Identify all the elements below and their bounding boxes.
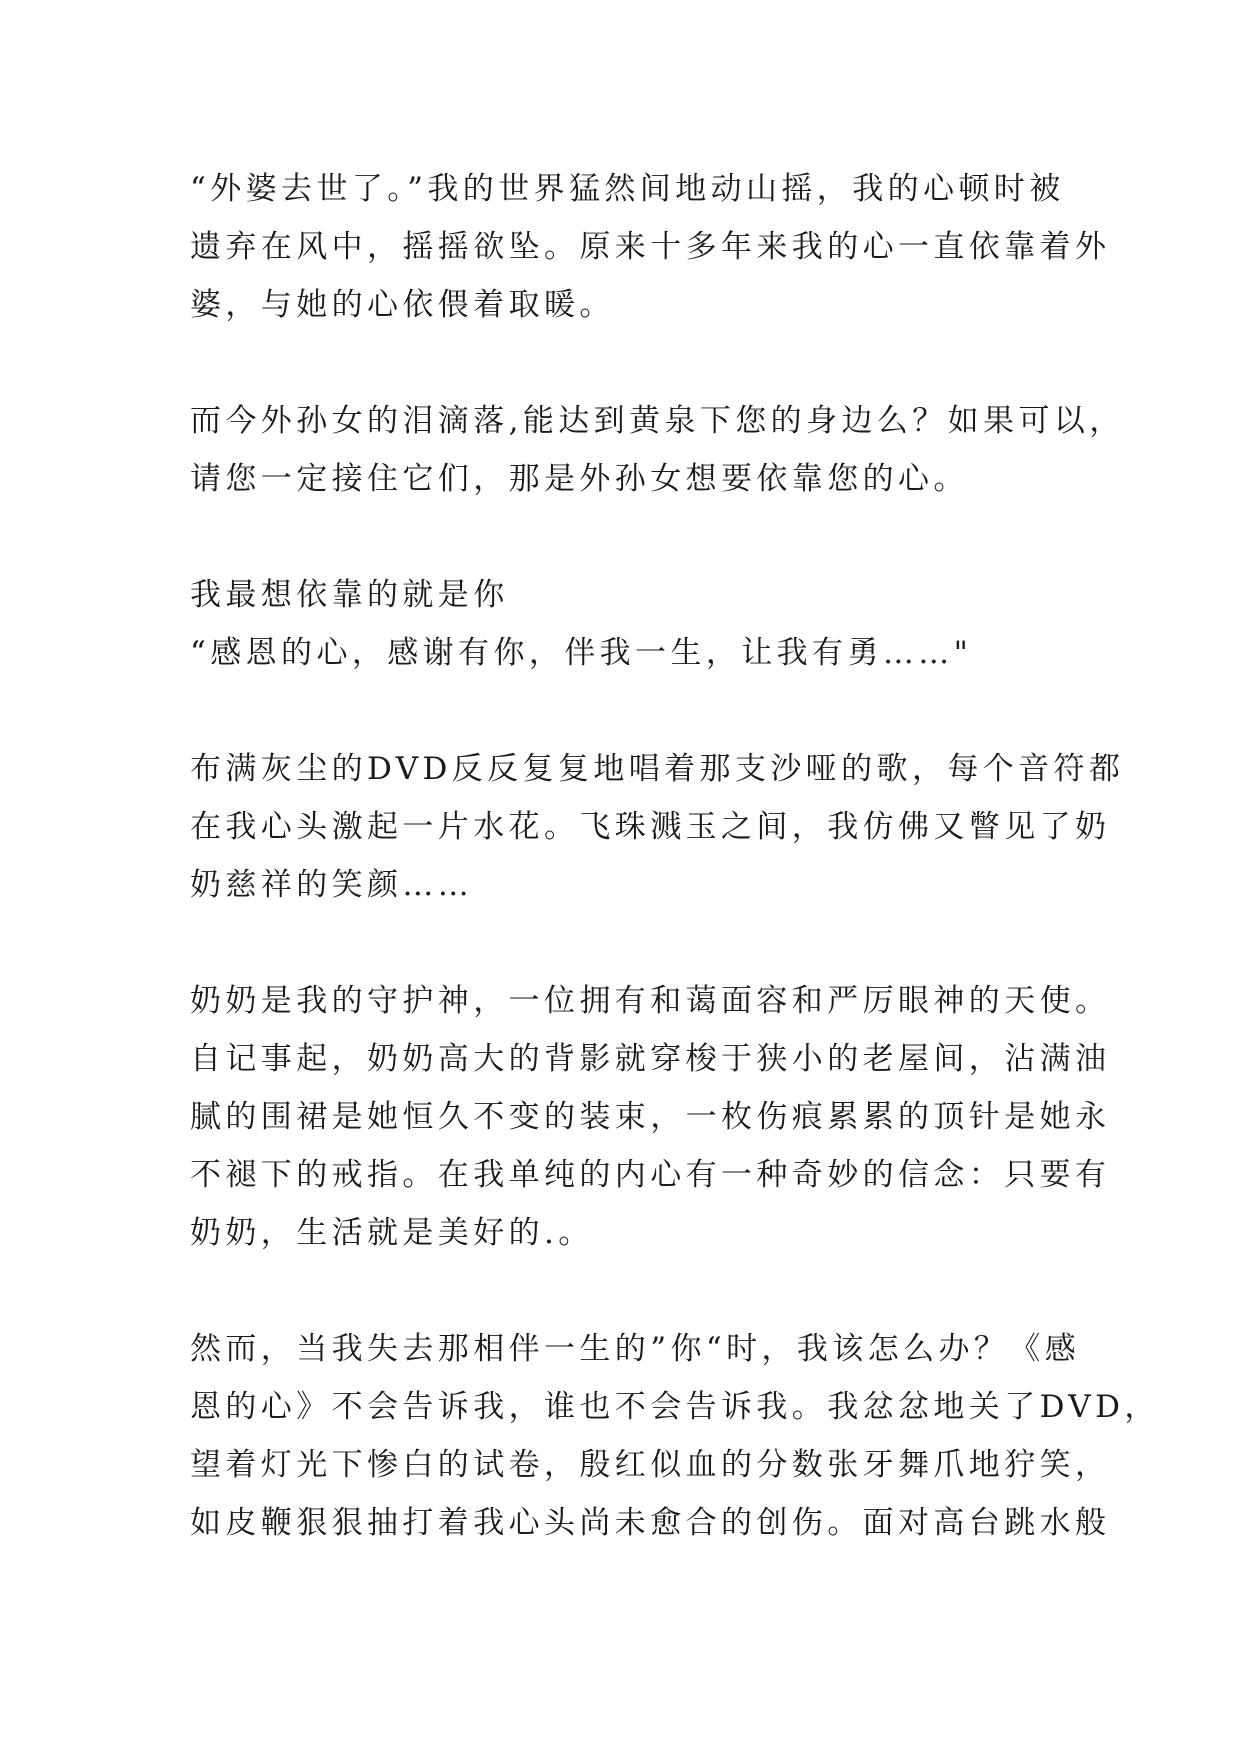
- text-line: 婆，与她的心依偎着取暖。: [190, 287, 615, 323]
- text-line: 腻的围裙是她恒久不变的装束，一枚伤痕累累的顶针是她永: [190, 1099, 1111, 1135]
- text-line: 不褪下的戒指。在我单纯的内心有一种奇妙的信念：只要有: [190, 1157, 1111, 1193]
- text-line: 如皮鞭狠狠抽打着我心头尚未愈合的创伤。面对高台跳水般: [190, 1505, 1111, 1541]
- document-body: [190, 160, 1160, 1552]
- paragraph-gap: [190, 334, 1090, 392]
- paragraph-6: [190, 1320, 1160, 1552]
- text-line: 自记事起，奶奶高大的背影就穿梭于狭小的老屋间，沾满油: [190, 1041, 1111, 1077]
- paragraph-2: [190, 392, 1125, 508]
- text-line: 望着灯光下惨白的试卷，殷红似血的分数张牙舞爪地狞笑，: [190, 1447, 1111, 1483]
- paragraph-3: [190, 566, 1090, 682]
- text-line: 在我心头激起一片水花。飞珠溅玉之间，我仿佛又瞥见了奶: [190, 809, 1111, 845]
- paragraph-gap: [190, 508, 1090, 566]
- text-line: “外婆去世了。”我的世界猛然间地动山摇，我的心顿时被: [190, 171, 1065, 207]
- text-line: 奶奶是我的守护神，一位拥有和蔼面容和严厉眼神的天使。: [190, 983, 1111, 1019]
- text-line: 遗弃在风中，摇摇欲坠。原来十多年来我的心一直依靠着外: [190, 229, 1111, 265]
- paragraph-gap: [190, 914, 1090, 972]
- text-line: 而今外孙女的泪滴落,能达到黄泉下您的身边么？如果可以，: [190, 403, 1125, 439]
- text-line: 布满灰尘的DVD反反复复地唱着那支沙哑的歌，每个音符都: [190, 751, 1125, 787]
- text-line: 奶慈祥的笑颜……: [190, 867, 474, 903]
- paragraph-5: [190, 972, 1111, 1262]
- text-line: 恩的心》不会告诉我，谁也不会告诉我。我忿忿地关了DVD，: [190, 1389, 1160, 1425]
- section-heading: 我最想依靠的就是你: [190, 577, 509, 613]
- text-line: 请您一定接住它们，那是外孙女想要依靠您的心。: [190, 461, 969, 497]
- paragraph-gap: [190, 682, 1090, 740]
- paragraph-4: [190, 740, 1125, 914]
- text-line: “感恩的心，感谢有你，伴我一生，让我有勇……": [190, 635, 973, 671]
- paragraph-1: [190, 160, 1111, 334]
- text-line: 奶奶，生活就是美好的.。: [190, 1215, 594, 1251]
- paragraph-gap: [190, 1262, 1090, 1320]
- text-line: 然而，当我失去那相伴一生的”你“时，我该怎么办？《感: [190, 1331, 1081, 1367]
